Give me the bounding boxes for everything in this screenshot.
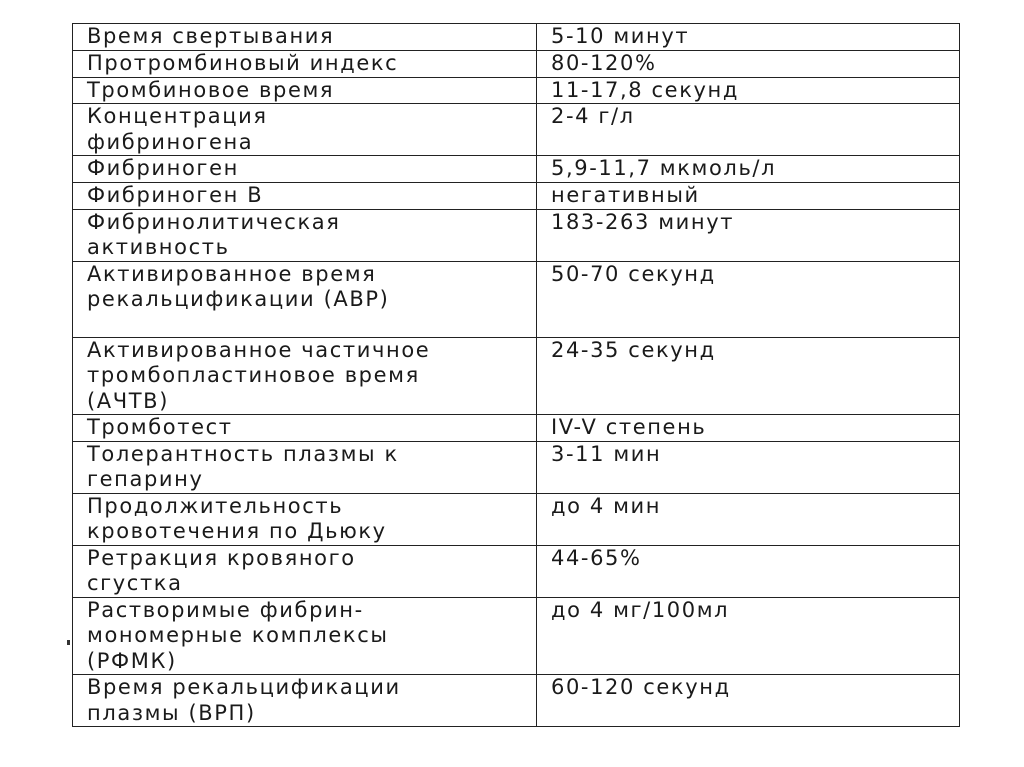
parameter-name-cell: Продолжительность кровотечения по Дьюку bbox=[73, 493, 537, 545]
reference-value-cell: 5,9-11,7 мкмоль/л bbox=[537, 156, 960, 183]
parameter-name-cell: Растворимые фибрин- мономерные комплексы (РФМК) bbox=[73, 597, 537, 675]
table-row bbox=[73, 597, 960, 675]
table-row bbox=[73, 261, 960, 337]
coagulation-reference-table bbox=[72, 23, 960, 727]
reference-value-cell: 60-120 секунд bbox=[537, 675, 960, 727]
parameter-name-cell: Фибриноген bbox=[73, 156, 537, 183]
reference-value-cell: 11-17,8 секунд bbox=[537, 77, 960, 104]
table-row bbox=[73, 493, 960, 545]
table-row bbox=[73, 77, 960, 104]
parameter-name-cell: Время свертывания bbox=[73, 24, 537, 51]
reference-value-cell: негативный bbox=[537, 183, 960, 210]
table-row bbox=[73, 156, 960, 183]
table-row bbox=[73, 51, 960, 78]
reference-value-cell: до 4 мин bbox=[537, 493, 960, 545]
table-row bbox=[73, 545, 960, 597]
parameter-name-cell: Фибриноген В bbox=[73, 183, 537, 210]
parameter-name-cell: Тромбиновое время bbox=[73, 77, 537, 104]
reference-value-cell: до 4 мг/100мл bbox=[537, 597, 960, 675]
reference-value-cell: 3-11 мин bbox=[537, 441, 960, 493]
edge-mark bbox=[67, 640, 70, 645]
reference-value-cell: 50-70 секунд bbox=[537, 261, 960, 337]
coagulation-reference-table-wrapper bbox=[72, 23, 959, 727]
table-row bbox=[73, 104, 960, 156]
parameter-name-cell: Протромбиновый индекс bbox=[73, 51, 537, 78]
table-row bbox=[73, 415, 960, 442]
reference-value-cell: 44-65% bbox=[537, 545, 960, 597]
parameter-name-cell: Концентрация фибриногена bbox=[73, 104, 537, 156]
parameter-name-cell: Тромботест bbox=[73, 415, 537, 442]
parameter-name-cell: Фибринолитическая активность bbox=[73, 209, 537, 261]
table-row bbox=[73, 209, 960, 261]
parameter-name-cell: Активированное частичное тромбопластиновое время (АЧТВ) bbox=[73, 337, 537, 415]
parameter-name-cell: Толерантность плазмы к гепарину bbox=[73, 441, 537, 493]
parameter-name-cell: Ретракция кровяного сгустка bbox=[73, 545, 537, 597]
reference-value-cell: 2-4 г/л bbox=[537, 104, 960, 156]
parameter-name-cell: Время рекальцификации плазмы (ВРП) bbox=[73, 675, 537, 727]
table-row bbox=[73, 441, 960, 493]
parameter-name-cell: Активированное время рекальцификации (АВР) bbox=[73, 261, 537, 337]
reference-value-cell: IV-V степень bbox=[537, 415, 960, 442]
reference-value-cell: 183-263 минут bbox=[537, 209, 960, 261]
reference-value-cell: 24-35 секунд bbox=[537, 337, 960, 415]
reference-value-cell: 80-120% bbox=[537, 51, 960, 78]
table-row bbox=[73, 183, 960, 210]
reference-value-cell: 5-10 минут bbox=[537, 24, 960, 51]
table-body bbox=[73, 24, 960, 727]
table-row bbox=[73, 675, 960, 727]
table-row bbox=[73, 24, 960, 51]
table-row bbox=[73, 337, 960, 415]
